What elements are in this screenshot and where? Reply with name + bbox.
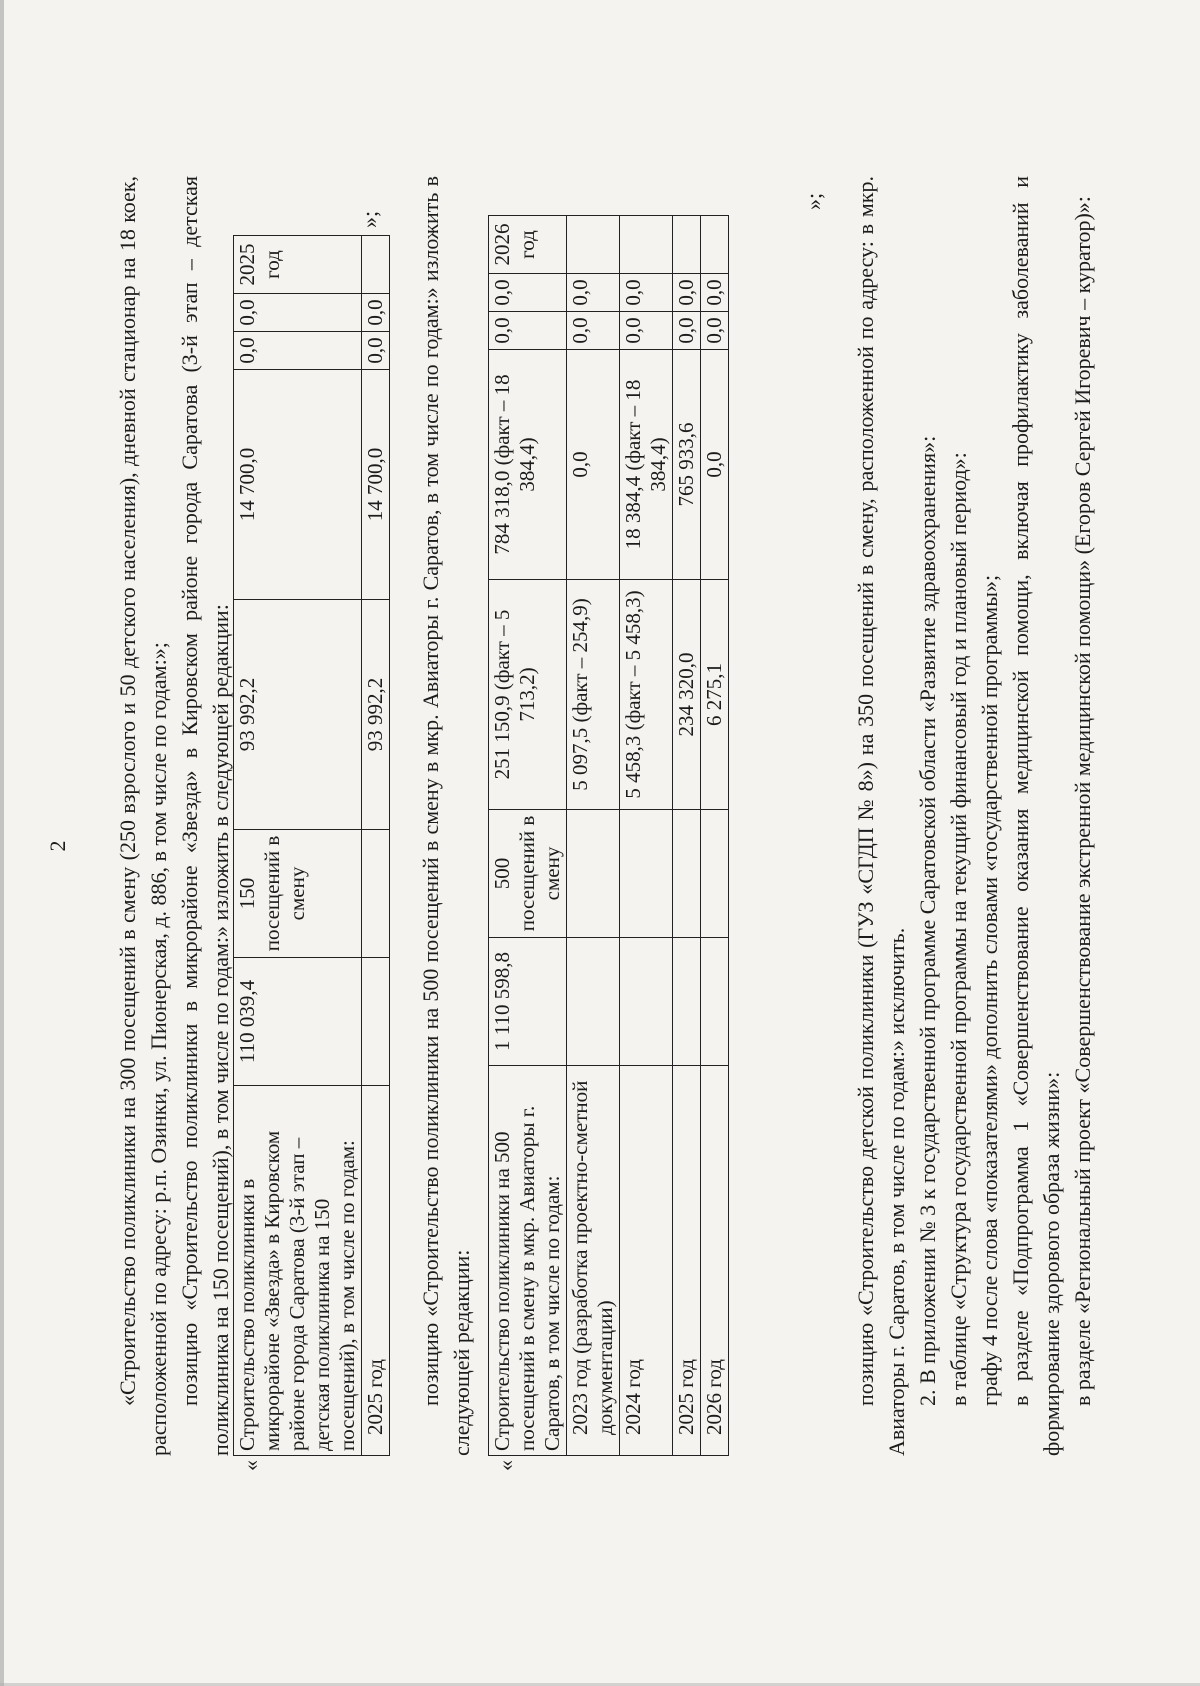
cell-capacity (362, 830, 390, 958)
cell-value-4: 0,0 (567, 274, 620, 312)
table-aviatory (488, 215, 729, 1456)
cell-cost: 1 110 598,8 (489, 938, 567, 1066)
cell-capacity: 500 посещений в смену (489, 810, 567, 938)
cell-name: 2025 год (362, 1086, 390, 1456)
cell-value-4: 0,0 (362, 294, 390, 332)
cell-year: 2026 год (489, 216, 567, 274)
cell-name: Строительство поликлиники в микрорайоне «Звезда» в Кировском районе города Саратова (3-й этап – детская поликлиника на 150 посещений), в том числе по годам: (234, 1086, 362, 1456)
cell-year (362, 236, 390, 294)
table-row (620, 216, 673, 1456)
cell-value-4: 0,0 (701, 274, 729, 312)
cell-value-4: 0,0 (620, 274, 673, 312)
cell-name: 2024 год (620, 1066, 673, 1456)
cell-value-4: 0,0 (489, 274, 567, 312)
cell-cost (620, 938, 673, 1066)
paragraph: позицию «Строительство поликлиники в микрорайоне «Звезда» в Кировском районе города Саратова (3-й этап – детская поликлиника на 150 посещений), в том числе по годам:» изложить в следующей редакции: (177, 176, 233, 1456)
cell-value-2: 765 933,6 (673, 350, 701, 580)
top-text (112, 176, 236, 1456)
document-page (20, 46, 1180, 1646)
paragraph: в разделе «Подпрограмма 1 «Совершенствование оказания медицинской помощи, включая профилактику заболеваний и формирование здорового образа жизни»: (1008, 176, 1064, 1456)
cell-value-3: 0,0 (673, 312, 701, 350)
cell-value-3: 0,0 (489, 312, 567, 350)
cell-value-1: 6 275,1 (701, 580, 729, 810)
cell-capacity (673, 810, 701, 938)
cell-name: Строительство поликлиники на 500 посещений в смену в мкр. Авиаторы г. Саратов, в том числе по годам: (489, 1066, 567, 1456)
table-row (362, 236, 390, 1456)
cell-name: 2025 год (673, 1066, 701, 1456)
cell-value-1: 5 097,5 (факт – 254,9) (567, 580, 620, 810)
cell-value-3: 0,0 (620, 312, 673, 350)
cell-value-1: 5 458,3 (факт – 5 458,3) (620, 580, 673, 810)
cell-value-2: 784 318,0 (факт – 18 384,4) (489, 350, 567, 580)
cell-value-4: 0,0 (673, 274, 701, 312)
table-row (701, 216, 729, 1456)
cell-capacity (567, 810, 620, 938)
paragraph: «Строительство поликлиники на 300 посещений в смену (250 взрослого и 50 детского населения), дневной стационар на 18 коек, расположенной по адресу: р.п. Озинки, ул. Пионерская, д. 886, в том числе по годам:»; (115, 176, 171, 1456)
cell-capacity: 150 посещений в смену (234, 830, 362, 958)
cell-value-2: 14 700,0 (362, 370, 390, 600)
cell-value-3: 0,0 (701, 312, 729, 350)
paragraph: в таблице «Структура государственной программы на текущий финансовый год и плановый период»: (946, 452, 971, 1406)
cell-value-2: 0,0 (701, 350, 729, 580)
quote-open: « (238, 1460, 263, 1471)
cell-value-3: 0,0 (362, 332, 390, 370)
cell-value-3: 0,0 (234, 332, 362, 370)
cell-value-2: 0,0 (567, 350, 620, 580)
paragraph: 2. В приложении № 3 к государственной программе Саратовской области «Развитие здравоохранения»: (915, 435, 940, 1406)
paragraph: позицию «Строительство детской поликлиники (ГУЗ «СГДП № 8») на 350 посещений в смену, расположенной по адресу: в мкр. Авиаторы г. Саратов, в том числе по годам:» исключить. (853, 176, 909, 1456)
cell-name: 2023 год (разработка проектно-сметной документации) (567, 1066, 620, 1456)
cell-value-1: 251 150,9 (факт – 5 713,2) (489, 580, 567, 810)
cell-year (673, 216, 701, 274)
cell-value-4: 0,0 (234, 294, 362, 332)
cell-cost (362, 958, 390, 1086)
cell-year (701, 216, 729, 274)
cell-value-2: 18 384,4 (факт – 18 384,4) (620, 350, 673, 580)
table-zvezda (233, 235, 390, 1456)
cell-cost (567, 938, 620, 1066)
page-number: 2 (45, 840, 70, 852)
table-row (673, 216, 701, 1456)
middle-text (415, 176, 477, 1456)
paragraph: позицию «Строительство поликлиники на 500 посещений в смену в мкр. Авиаторы г. Саратов, в том числе по годам:» изложить в следующей редакции: (418, 176, 474, 1456)
cell-cost: 110 039,4 (234, 958, 362, 1086)
quote-open: « (493, 1460, 518, 1471)
cell-value-2: 14 700,0 (234, 370, 362, 600)
paragraph: графу 4 после слова «показателями» дополнить словами «государственной программы»; (977, 574, 1002, 1406)
cell-year (620, 216, 673, 274)
quote-close: »; (801, 192, 826, 210)
cell-value-1: 93 992,2 (234, 600, 362, 830)
cell-value-1: 234 320,0 (673, 580, 701, 810)
cell-value-1: 93 992,2 (362, 600, 390, 830)
cell-value-3: 0,0 (567, 312, 620, 350)
paragraph: в разделе «Региональный проект «Совершенствование экстренной медицинской помощи» (Егоров Сергей Игоревич – куратор)»: (1070, 196, 1095, 1406)
cell-year: 2025 год (234, 236, 362, 294)
scan-edge-left (0, 0, 4, 1686)
cell-capacity (620, 810, 673, 938)
table-row (234, 236, 362, 1456)
quote-close: »; (357, 210, 382, 228)
cell-name: 2026 год (701, 1066, 729, 1456)
bottom-text (850, 176, 1098, 1456)
table-row (567, 216, 620, 1456)
cell-year (567, 216, 620, 274)
table-row (489, 216, 567, 1456)
cell-cost (673, 938, 701, 1066)
cell-cost (701, 938, 729, 1066)
cell-capacity (701, 810, 729, 938)
